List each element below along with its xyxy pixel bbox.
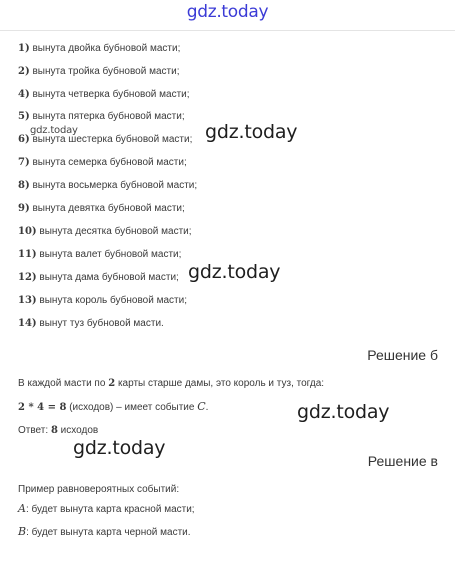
list-item-number: 9)	[18, 203, 30, 214]
solution-b-answer: Ответ: 8 исходов	[18, 425, 99, 436]
list-item	[18, 202, 185, 215]
list-item-number: 5)	[18, 111, 30, 122]
list-item-text: вынут туз бубновой масти.	[36, 318, 164, 329]
list-item-text: вынута девятка бубновой масти;	[29, 203, 185, 214]
list-item	[18, 110, 185, 123]
watermark: gdz.today	[297, 401, 390, 423]
list-item	[18, 294, 187, 307]
list-item	[18, 225, 192, 238]
list-item-number: 6)	[18, 134, 30, 145]
list-item-number: 7)	[18, 157, 30, 168]
event-c: C	[197, 400, 206, 413]
watermark: gdz.today	[73, 437, 166, 459]
header-watermark: gdz.today	[186, 2, 269, 22]
list-item-text: вынута дама бубновой масти;	[36, 272, 179, 283]
solution-c-event-a: A: будет вынута карта красной масти;	[18, 502, 195, 515]
intro-number: 2	[108, 378, 116, 389]
list-item-number: 13)	[18, 295, 37, 306]
section-title-b: Решение б	[367, 347, 438, 363]
section-title-c: Решение в	[367, 453, 438, 469]
list-item-text: вынута валет бубновой масти;	[36, 249, 182, 260]
solution-c-intro: Пример равновероятных событий:	[18, 484, 180, 495]
list-item-text: вынута четверка бубновой масти;	[29, 89, 190, 100]
list-item-text: вынута восьмерка бубновой масти;	[29, 180, 198, 191]
event-a: A	[18, 502, 26, 515]
watermark: gdz.today	[188, 261, 281, 283]
list-item-text: вынута тройка бубновой масти;	[29, 66, 180, 77]
list-item-text: вынута король бубновой масти;	[36, 295, 187, 306]
list-item-text: вынута десятка бубновой масти;	[36, 226, 192, 237]
list-item-text: вынута пятерка бубновой масти;	[29, 111, 185, 122]
list-item-number: 8)	[18, 180, 30, 191]
solution-b-formula: 2 * 4 = 8 (исходов) – имеет событие C.	[18, 400, 209, 413]
event-b: B	[18, 525, 27, 538]
list-item-number: 11)	[18, 249, 37, 260]
formula: 2 * 4 = 8	[18, 402, 67, 413]
header-divider	[0, 30, 455, 31]
answer-number: 8	[50, 425, 58, 436]
watermark: gdz.today	[205, 121, 298, 143]
list-item	[18, 317, 164, 330]
list-item-number: 12)	[18, 272, 37, 283]
list-item	[18, 271, 179, 284]
list-item-number: 14)	[18, 318, 37, 329]
list-item-number: 1)	[18, 43, 30, 54]
list-item	[18, 248, 181, 261]
list-item	[18, 88, 190, 101]
list-item	[18, 65, 179, 78]
watermark-small: gdz.today	[30, 125, 78, 136]
list-item-text: вынута семерка бубновой масти;	[29, 157, 187, 168]
list-item	[18, 179, 197, 192]
list-item-text: вынута шестерка бубновой масти;	[29, 134, 193, 145]
list-item	[18, 156, 187, 169]
list-item-number: 4)	[18, 89, 30, 100]
list-item-text: вынута двойка бубновой масти;	[29, 43, 181, 54]
solution-b-intro: В каждой масти по 2 карты старше дамы, это король и туз, тогда:	[18, 378, 325, 389]
list-item	[18, 42, 180, 55]
solution-c-event-b: B: будет вынута карта черной масти.	[18, 525, 191, 538]
list-item-number: 2)	[18, 66, 30, 77]
list-item-number: 10)	[18, 226, 37, 237]
